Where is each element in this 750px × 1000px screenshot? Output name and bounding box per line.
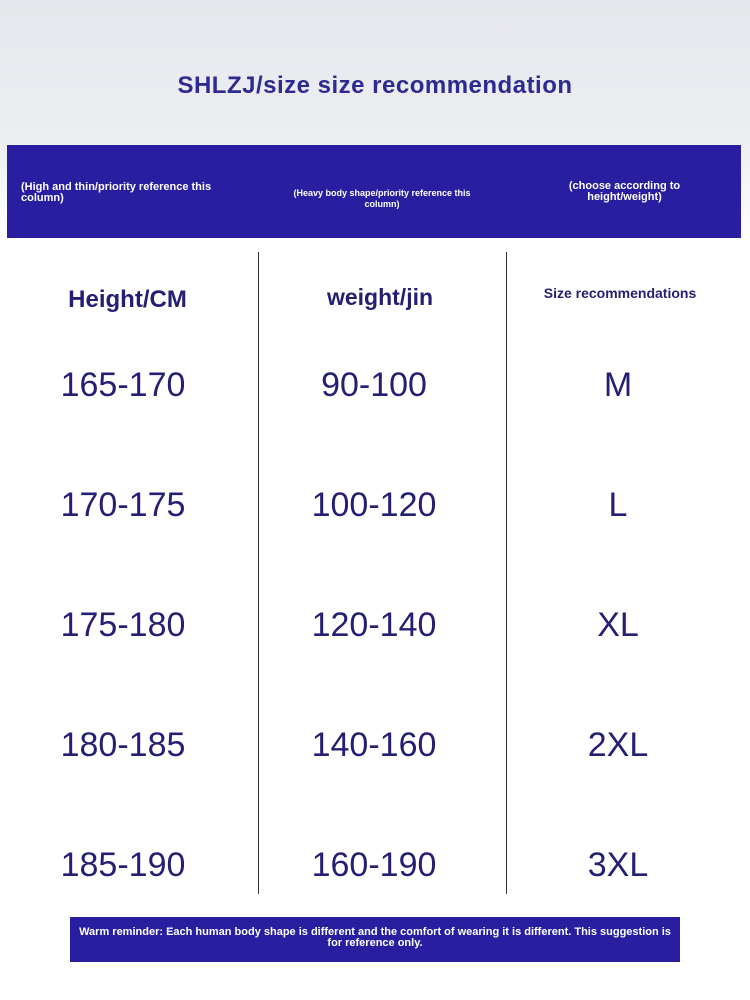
page-title: SHLZJ/size size recommendation [177, 72, 573, 99]
size-cell: XL [597, 606, 639, 644]
height-cell: 170-175 [60, 486, 186, 524]
weight-column-note: (Heavy body shape/priority reference this column) [293, 188, 471, 209]
height-column-note: (High and thin/priority reference this column) [21, 181, 212, 204]
column-notes-band [7, 145, 741, 238]
size-cell: 3XL [587, 846, 649, 884]
height-cell: 175-180 [60, 606, 186, 644]
weight-cell: 90-100 [321, 366, 427, 404]
size-table [0, 252, 750, 894]
height-cell: 180-185 [60, 726, 186, 764]
size-cell: M [603, 366, 633, 404]
weight-column-header: weight/jin [326, 284, 434, 310]
warm-reminder-banner: Warm reminder: Each human body shape is different and the comfort of wearing it is different. This suggestion is for reference only. [70, 917, 680, 962]
size-cell: L [608, 486, 628, 524]
height-column-header: Height/CM [68, 286, 187, 313]
weight-cell: 140-160 [311, 726, 437, 764]
height-cell: 165-170 [60, 366, 186, 404]
height-cell: 185-190 [60, 846, 186, 884]
size-cell: 2XL [587, 726, 649, 764]
weight-cell: 100-120 [311, 486, 437, 524]
size-column-header: Size recommendations [543, 285, 697, 301]
weight-cell: 120-140 [311, 606, 437, 644]
column-divider [258, 252, 259, 894]
column-divider [506, 252, 507, 894]
weight-cell: 160-190 [311, 846, 437, 884]
size-column-note: (choose according to height/weight) [568, 180, 681, 203]
